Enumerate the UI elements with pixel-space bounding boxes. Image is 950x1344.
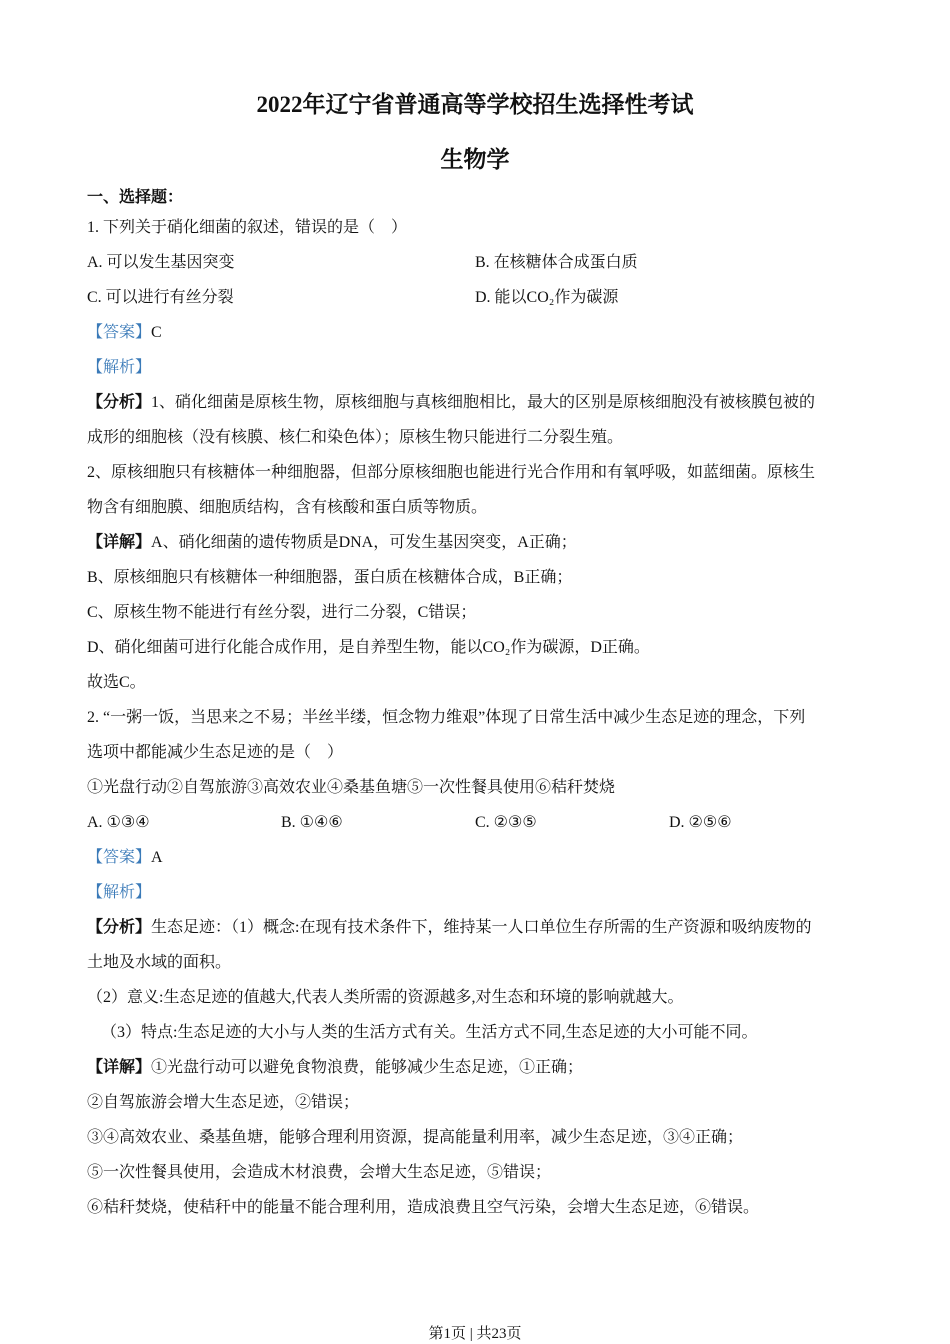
analysis-text: 生态足迹：（1）概念:在现有技术条件下，维持某一人口单位生存所需的生产资源和吸纳废物的 — [151, 919, 812, 936]
option-c: C. 可以进行有丝分裂 — [87, 289, 234, 306]
detail-line — [87, 1050, 877, 1085]
detail-line: 故选C。 — [87, 674, 146, 691]
question-1-stem: 1. 下列关于硝化细菌的叙述，错误的是（ ） — [87, 219, 408, 236]
detail-line: ⑥秸秆焚烧，使秸秆中的能量不能合理利用，造成浪费且空气污染，会增大生态足迹，⑥错误。 — [87, 1199, 760, 1216]
option-d: D. ②⑤⑥ — [669, 814, 732, 831]
option-b: B. ①④⑥ — [281, 814, 343, 831]
subject-title: 生物学 — [440, 147, 510, 172]
analysis-text: 1、硝化细菌是原核生物，原核细胞与真核细胞相比，最大的区别是原核细胞没有被核膜包被的 — [151, 394, 816, 411]
analysis-line: 物含有细胞膜、细胞质结构，含有核酸和蛋白质等物质。 — [87, 499, 488, 516]
detail-line: D、硝化细菌可进行化能合成作用，是自养型生物，能以CO₂作为碳源，D正确。 — [87, 639, 650, 656]
option-c: C. ②③⑤ — [475, 814, 537, 831]
section-heading: 一、选择题： — [87, 189, 184, 206]
analysis-line: 土地及水域的面积。 — [87, 954, 232, 971]
page-footer: 第1页 | 共23页 — [428, 1326, 522, 1342]
answer-tag: 【答案】 — [87, 324, 152, 341]
answer-line — [87, 315, 877, 350]
question-2-stem: 选项中都能减少生态足迹的是（ ） — [87, 744, 344, 761]
question-2-options-row — [87, 805, 877, 840]
answer-tag: 【答案】 — [87, 849, 152, 866]
document-title: 2022年辽宁省普通高等学校招生选择性考试 — [256, 92, 694, 117]
analysis-tag: 【解析】 — [87, 359, 152, 376]
question-2-stem: 2. “一粥一饭，当思来之不易；半丝半缕，恒念物力维艰”体现了日常生活中减少生态足迹的理念，下列 — [87, 709, 806, 726]
option-d: D. 能以CO₂作为碳源 — [475, 289, 619, 306]
answer-line — [87, 840, 877, 875]
detail-line: ⑤一次性餐具使用，会造成木材浪费，会增大生态足迹，⑤错误； — [87, 1164, 552, 1181]
analysis-line — [87, 910, 877, 945]
detail-line: ③④高效农业、桑基鱼塘，能够合理利用资源，提高能量利用率，减少生态足迹，③④正确； — [87, 1129, 744, 1146]
analysis-line: （3）特点:生态足迹的大小与人类的生活方式有关。生活方式不同,生态足迹的大小可能不同。 — [101, 1024, 758, 1041]
option-a: A. 可以发生基因突变 — [87, 254, 235, 271]
option-a: A. ①③④ — [87, 814, 150, 831]
analysis-line — [87, 385, 877, 420]
detail-text: A、硝化细菌的遗传物质是DNA，可发生基因突变，A正确； — [151, 534, 577, 551]
detail-line: B、原核细胞只有核糖体一种细胞器，蛋白质在核糖体合成，B正确； — [87, 569, 573, 586]
detail-line: ②自驾旅游会增大生态足迹，②错误； — [87, 1094, 360, 1111]
answer-value: A — [151, 849, 163, 866]
answer-value: C — [151, 324, 162, 341]
detail-line — [87, 525, 877, 560]
question-1-options-row — [87, 280, 877, 315]
document-body — [87, 186, 877, 1225]
analysis-line: （2）意义:生态足迹的值越大,代表人类所需的资源越多,对生态和环境的影响就越大。 — [87, 989, 684, 1006]
detail-tag: 【详解】 — [87, 1059, 152, 1076]
detail-tag: 【详解】 — [87, 534, 152, 551]
detail-text: ①光盘行动可以避免食物浪费，能够减少生态足迹，①正确； — [151, 1059, 584, 1076]
option-b: B. 在核糖体合成蛋白质 — [475, 254, 638, 271]
fenxi-tag: 【分析】 — [87, 919, 152, 936]
analysis-line: 成形的细胞核（没有核膜、核仁和染色体）；原核生物只能进行二分裂生殖。 — [87, 429, 624, 446]
question-2-items: ①光盘行动②自驾旅游③高效农业④桑基鱼塘⑤一次性餐具使用⑥秸秆焚烧 — [87, 779, 616, 796]
fenxi-tag: 【分析】 — [87, 394, 152, 411]
detail-line: C、原核生物不能进行有丝分裂，进行二分裂，C错误； — [87, 604, 477, 621]
analysis-line: 2、原核细胞只有核糖体一种细胞器，但部分原核细胞也能进行光合作用和有氧呼吸，如蓝细菌。原核生 — [87, 464, 816, 481]
question-1-options-row — [87, 245, 877, 280]
analysis-tag: 【解析】 — [87, 884, 152, 901]
